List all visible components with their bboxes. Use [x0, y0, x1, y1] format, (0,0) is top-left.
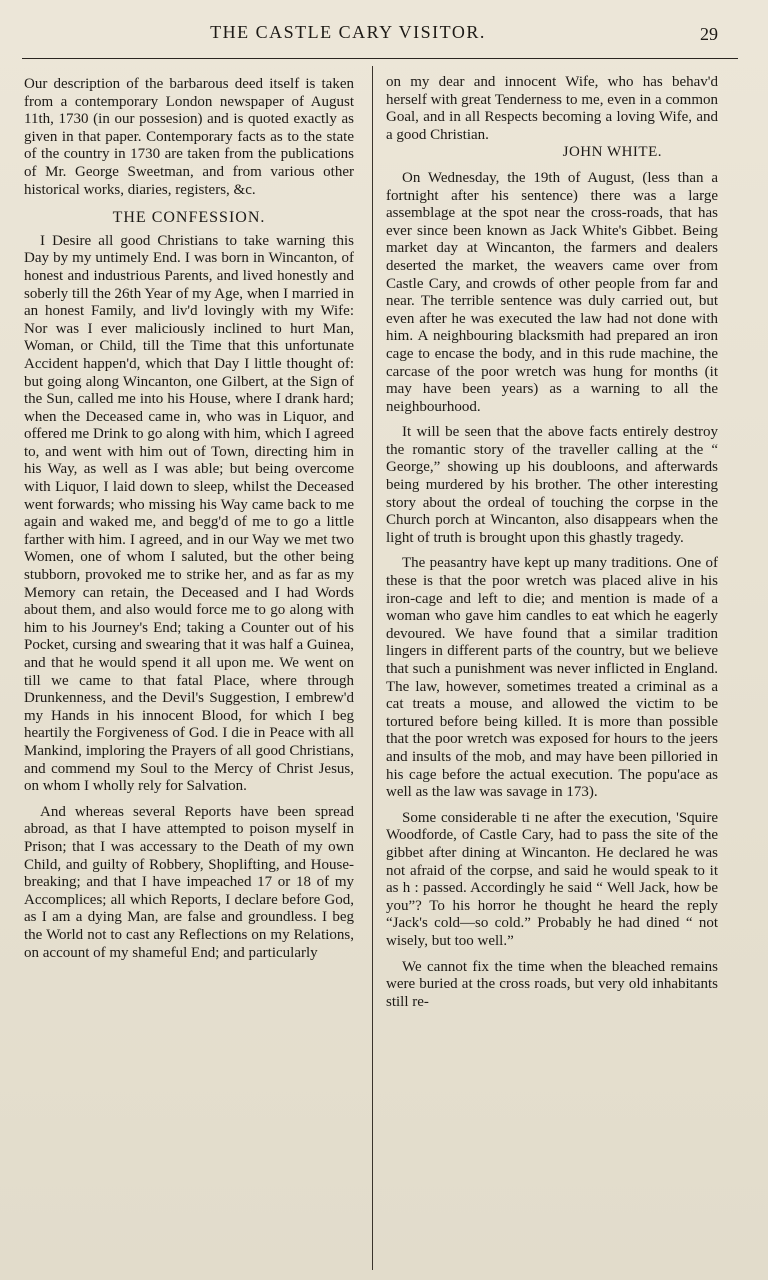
confession-paragraph: I Desire all good Christians to take warning this Day by my untimely End. I was born in Wincanton, of honest and industrious Parents, and lived honestly and soberly till the 26th Year of my Age, when I married in an honest Family, and liv'd lovingly with my Wife: Nor was I ever maliciously inclined to hurt Man, Woman, or Child, till the Time that this unfortunate Accident happen'd, which that Day I little thought of: but going along Wincanton, one Gilbert, at the Sign of the Sun, called me into his House, where I drank hard; when the Deceased came in, who was in Liquor, and offered me Drink to go along with him, which I agreed to, and went with him out of Town, directing him in his Way, as well as I was able; but being overcome with Liquor, I laid down to sleep, whilst the Deceased went forwards; who missing his Way came back to me again and waked me, and begg'd of me to go a little farther with him. I agreed, and in our Way we met two Women, one of whom I saluted, but the other being stubborn, provoked me to strike her, and as far as my Memory can retain, the Deceased and I had Words about them, and also would force me to go along with him to his Journey's End; taking a Counter out of his Pocket, cursing and swearing that it was half a Guinea, and that he would spend it all upon me. We went on till we came to that fatal Place, where through Drunkenness, and the Devil's Suggestion, I embrew'd my Hands in his innocent Blood, for which I beg heartily the Forgiveness of God. I die in Peace with all Mankind, imploring the Prayers of all good Christians, and commend my Soul to the Mercy of Christ Jesus, on whom I wholly rely for Salvation. — [24, 232, 354, 795]
signature: JOHN WHITE. — [562, 144, 662, 161]
confession-continuation: on my dear and innocent Wife, who has behav'd herself with great Tenderness to me, even in a common Goal, and in all Respects becoming a loving Wife, and a good Christian. — [386, 74, 718, 143]
body-paragraph: Some considerable ti ne after the execution, 'Squire Woodforde, of Castle Cary, had to pass the site of the gibbet after dining at Wincanton. He declared he was not afraid of the corpse, and said he would speak to it as h : passed. Accordingly he said “ Well Jack, how be you”? To his horror he thought he heard the reply “Jack's cold—so cold.” Probably he had dined “ not wisely, but too well.” — [386, 809, 718, 949]
intro-paragraph: Our description of the barbarous deed itself is taken from a contemporary London newspaper of August 11th, 1730 (in our possesion) and is quoted exactly as given in that paper. Contemporary facts as to the state of the country in 1730 are taken from the publications of Mr. George Sweetman, and from various other historical works, diaries, registers, &c. — [24, 76, 354, 198]
header-rule — [22, 58, 738, 59]
body-paragraph: It will be seen that the above facts entirely destroy the romantic story of the traveller calling at the “ George,” showing up his doubloons, and afterwards being murdered by his brother. The other interesting story about the ordeal of touching the corpse in the Church porch at Wincanton, also disappears when the light of truth is brought upon this ghastly tragedy. — [386, 424, 718, 546]
body-paragraph: We cannot fix the time when the bleached remains were buried at the cross roads, but very old inhabitants still re- — [386, 958, 718, 1010]
left-column — [24, 76, 354, 970]
right-column — [386, 74, 718, 1019]
body-paragraph: The peasantry have kept up many traditions. One of these is that the poor wretch was placed alive in his iron-cage and left to die; and mention is made of a woman who gave him candles to eat which he eagerly devoured. We have found that a similar tradition lingers in different parts of the country, but we believe that such a punishment was never inflicted in England. The law, however, sometimes treated a criminal as a cat treats a mouse, and allowed the victim to be tortured before being killed. It is more than possible that the poor wretch was exposed for hours to the jeers and insults of the mob, and may have been pilloried in his cage before the actual execution. The popu'ace as well as the law was savage in 173). — [386, 555, 718, 801]
body-paragraph: On Wednesday, the 19th of August, (less than a fortnight after his sentence) there was a large assemblage at the spot near the cross-roads, that has ever since been known as Jack White's Gibbet. Being market day at Wincanton, the farmers and dealers deserted the market, the weavers came over from Castle Cary, and crowds of other people from far and near. The terrible sentence was duly carried out, but even after he was executed the law had not done with him. A neighbouring blacksmith had prepared an iron cage to encase the body, and in this rude machine, the carcase of the poor wretch was hung for months (it may have been years) as a warning to all the neighbourhood. — [386, 169, 718, 415]
column-divider — [372, 66, 373, 1270]
page-header — [0, 20, 768, 48]
confession-paragraph: And whereas several Reports have been spread abroad, as that I have attempted to poison myself in Prison; that I was accessary to the Death of my own Child, and guilty of Robbery, Shoplifting, and House-breaking; and that I have impeached 17 or 18 of my Accomplices; all which Reports, I declare before God, as I am a dying Man, are false and groundless. I beg the World not to cast any Reflections on my Relations, on account of my shameful End; and particularly — [24, 803, 354, 961]
running-title: THE CASTLE CARY VISITOR. — [210, 22, 486, 42]
page-number: 29 — [700, 24, 718, 44]
section-heading: THE CONFESSION. — [112, 209, 266, 227]
